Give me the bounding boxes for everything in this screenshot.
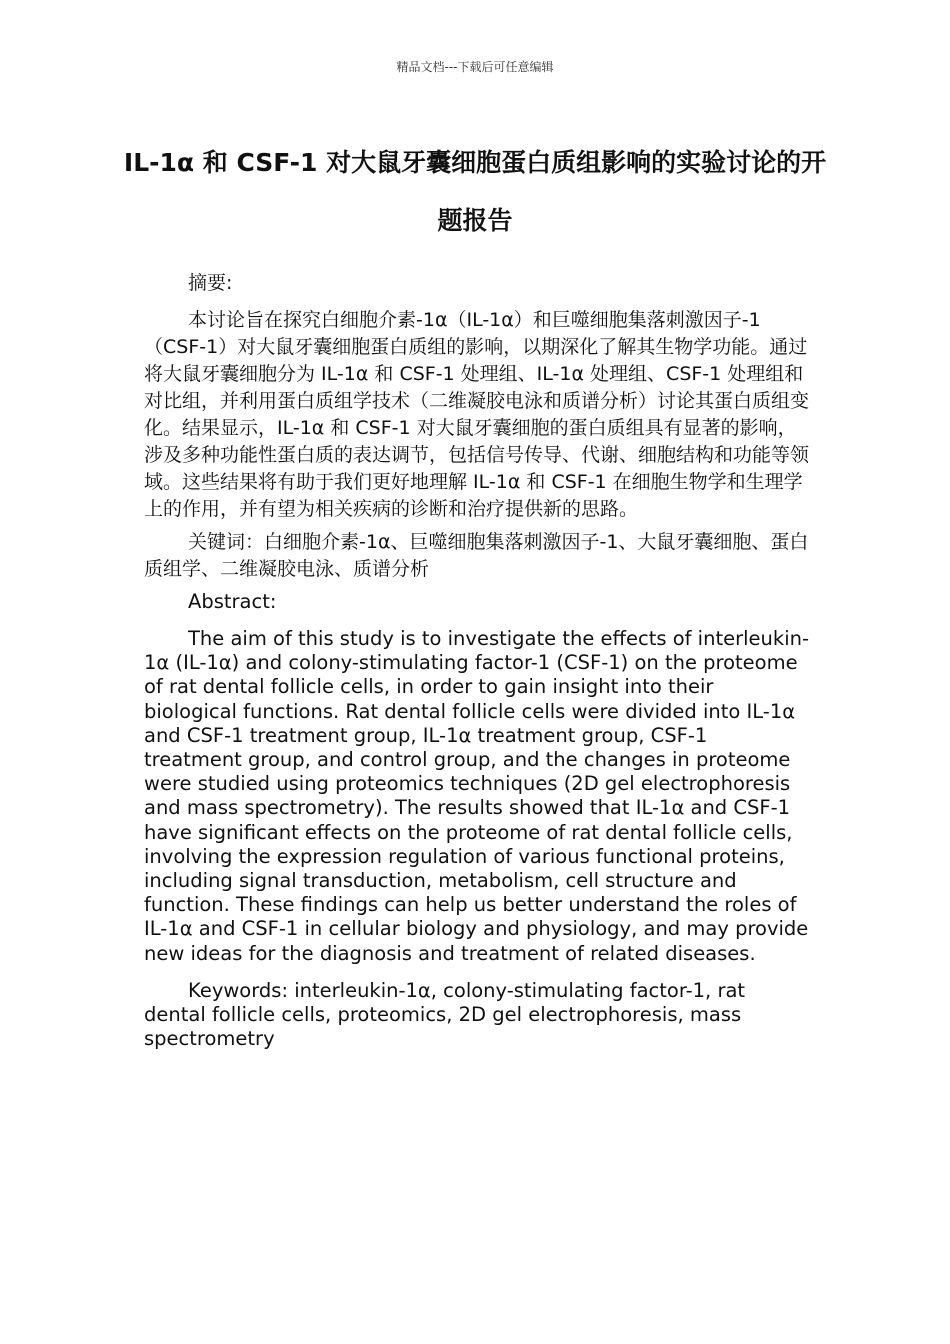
abstract-cn-heading: 摘要: — [188, 272, 233, 294]
keywords-cn-paragraph: 关键词：白细胞介素-1α、巨噬细胞集落刺激因子-1、大鼠牙囊细胞、蛋白质组学、二维凝胶电泳、质谱分析 — [144, 531, 809, 580]
document-title: IL-1α 和 CSF-1 对大鼠牙囊细胞蛋白质组影响的实验讨论的开题报告 — [123, 148, 827, 235]
abstract-en-heading: Abstract: — [188, 590, 277, 613]
abstract-en-paragraph: The aim of this study is to investigate the effects of interleukin-1α (IL-1α) and colony-stimulating factor-1 (CSF-1) on the proteome of rat dental follicle cells, in order to gain insight into their biological functions. Rat dental follicle cells were divided into IL-1α and CSF-1 treatment group, IL-1α treatment group, CSF-1 treatment group, and control group, and the changes in proteome were studied using proteomics techniques (2D gel electrophoresis and mass spectrometry). The results showed that IL-1α and CSF-1 have significant effects on the proteome of rat dental follicle cells, involving the expression regulation of various functional proteins, including signal transduction, metabolism, cell structure and function. These findings can help us better understand the roles of IL-1α and CSF-1 in cellular biology and physiology, and may provide new ideas for the diagnosis and treatment of related diseases. — [144, 627, 810, 965]
abstract-cn-paragraph: 本讨论旨在探究白细胞介素-1α（IL-1α）和巨噬细胞集落刺激因子-1（CSF-1）对大鼠牙囊细胞蛋白质组的影响，以期深化了解其生物学功能。通过将大鼠牙囊细胞分为 IL-1α 和 CSF-1 处理组、IL-1α 处理组、CSF-1 处理组和对比组，并利用蛋白质组学技术（二维凝胶电泳和质谱分析）讨论其蛋白质组变化。结果显示，IL-1α 和 CSF-1 对大鼠牙囊细胞的蛋白质组具有显著的影响，涉及多种功能性蛋白质的表达调节，包括信号传导、代谢、细胞结构和功能等领域。这些结果将有助于我们更好地理解 IL-1α 和 CSF-1 在细胞生物学和生理学上的作用，并有望为相关疾病的诊断和治疗提供新的思路。 — [144, 309, 810, 520]
header-note: 精品文档---下载后可任意编辑 — [396, 60, 554, 74]
document-body — [144, 270, 810, 1064]
keywords-en-paragraph: Keywords: interleukin-1α, colony-stimulating factor-1, rat dental follicle cells, proteomics, 2D gel electrophoresis, mass spectrometry — [144, 978, 746, 1051]
